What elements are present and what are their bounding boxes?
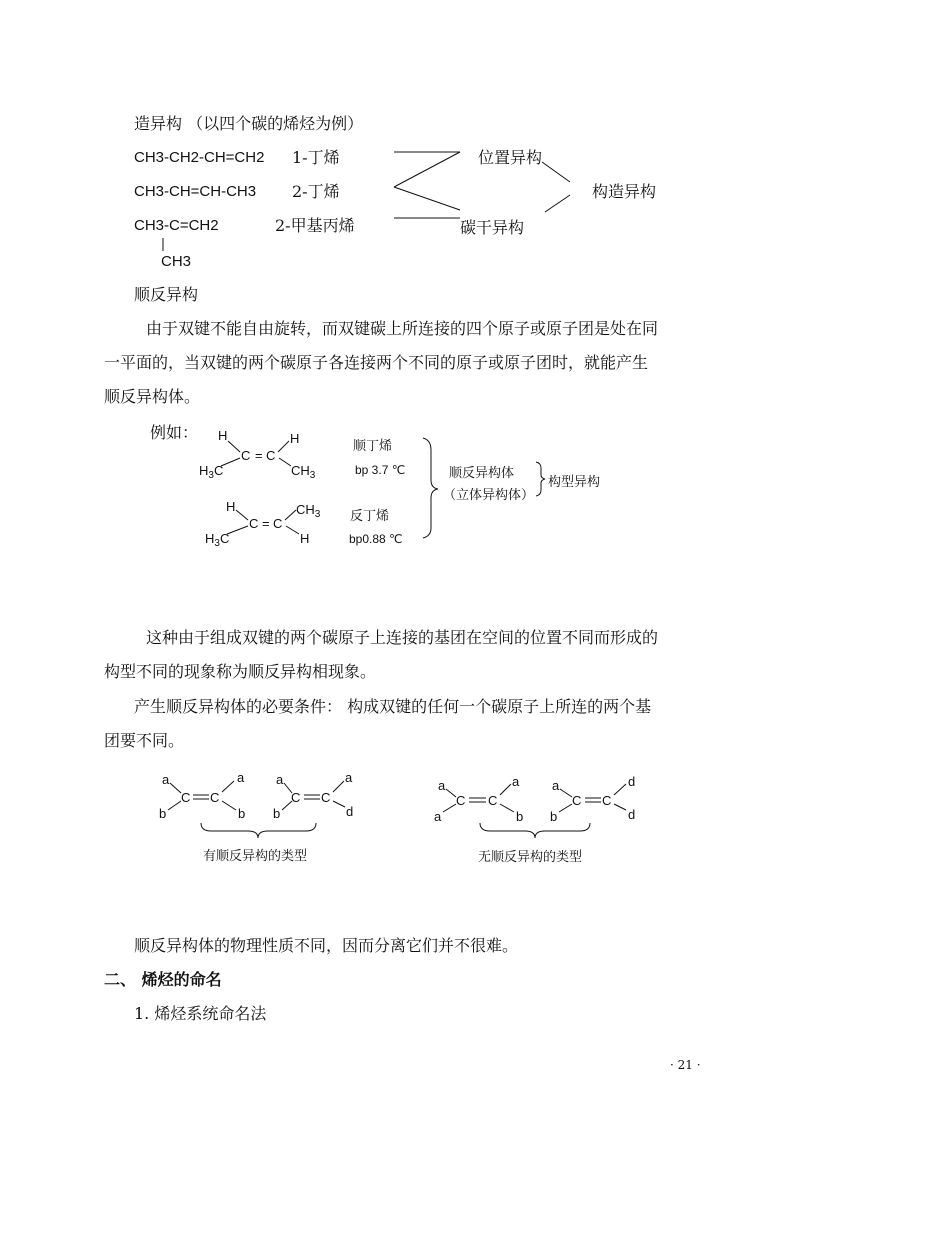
has-type2-carbon-left: C — [291, 790, 301, 805]
trans-methyl-left: $H_3C$ — [205, 531, 230, 549]
has-type2-sub-d-right: d — [346, 804, 354, 819]
label-has-cis-trans-types: 有顺反异构的类型 — [203, 849, 308, 864]
label-constitutional-isomer: 构造异构 — [592, 182, 657, 201]
none-type1-sub-a-bottom: a — [434, 809, 442, 824]
none-type2-sub-a-left: a — [552, 778, 560, 793]
has-type1-sub-a-right: a — [237, 770, 245, 785]
paragraph-1-line-2: 一平面的，当双键的两个碳原子各连接两个不同的原子或原子团时，就能产生 — [104, 353, 649, 372]
none-type1-sub-b-right: b — [516, 809, 524, 824]
cis-butene-bp: bp 3.7 ℃ — [355, 463, 406, 477]
formula-2-methylpropene: CH3-C=CH2 — [134, 217, 219, 234]
cis-trans-heading: 顺反异构 — [134, 285, 199, 304]
name-1-butene: 1-丁烯 — [292, 148, 340, 167]
label-configurational-isomer: 构型异构 — [548, 475, 601, 490]
example-label: 例如： — [150, 423, 199, 442]
page-number: · 21 · — [670, 1058, 701, 1072]
has-type1-carbon-left: C — [181, 790, 191, 805]
has-type2-carbon-right: C — [321, 790, 331, 805]
none-type2-sub-b-left: b — [550, 809, 558, 824]
physical-properties-text: 顺反异构体的物理性质不同，因而分离它们并不很难。 — [134, 936, 519, 955]
cis-atom-h-right: H — [290, 431, 300, 446]
trans-double-bond: = — [262, 516, 270, 531]
has-type2-sub-a-left: a — [276, 772, 284, 787]
trans-methyl-right: $CH_3$ — [296, 502, 321, 520]
none-type1-sub-a-right: a — [512, 774, 520, 789]
has-type1-sub-a-left: a — [162, 772, 170, 787]
cis-atom-h-left: H — [218, 428, 228, 443]
formula-branch-ch3: CH3 — [161, 253, 192, 270]
paragraph-1-line-1: 由于双键不能自由旋转，而双键碳上所连接的四个原子或原子团是处在同 — [146, 319, 659, 338]
trans-butene-name: 反丁烯 — [350, 509, 390, 524]
group-label-stereoisomers: （立体异构体） — [443, 488, 535, 503]
trans-atom-h-left: H — [226, 499, 236, 514]
name-2-methylpropene: 2-甲基丙烯 — [275, 216, 355, 235]
paragraph-1-line-3: 顺反异构体。 — [104, 387, 201, 406]
none-type2-carbon-left: C — [572, 793, 582, 808]
formula-2-butene: CH3-CH=CH-CH3 — [134, 183, 257, 200]
cis-methyl-right: $CH_3$ — [291, 463, 316, 481]
section-2-item-1: 1. 烯烃系统命名法 — [134, 1004, 267, 1023]
has-type1-carbon-right: C — [210, 790, 220, 805]
label-skeleton-isomer: 碳干异构 — [460, 218, 525, 237]
paragraph-2-line-2: 构型不同的现象称为顺反异构相现象。 — [104, 662, 377, 681]
none-type2-sub-d-bottom: d — [628, 807, 636, 822]
has-type1-sub-b-right: b — [238, 806, 246, 821]
name-2-butene: 2-丁烯 — [292, 182, 340, 201]
none-type2-carbon-right: C — [602, 793, 612, 808]
trans-atom-c-right: C — [273, 516, 283, 531]
trans-atom-c-left: C — [249, 516, 259, 531]
condition-line-1: 产生顺反异构体的必要条件： 构成双键的任何一个碳原子上所连的两个基 — [134, 697, 652, 716]
none-type1-carbon-left: C — [456, 793, 466, 808]
cis-atom-c-left: C — [241, 448, 251, 463]
has-type2-sub-a-right: a — [345, 770, 353, 785]
label-no-cis-trans-types: 无顺反异构的类型 — [478, 850, 583, 865]
group-label-cis-trans-isomers: 顺反异构体 — [449, 466, 515, 481]
cis-double-bond: = — [255, 448, 263, 463]
label-position-isomer: 位置异构 — [478, 148, 543, 167]
intro-title: 造异构 （以四个碳的烯烃为例） — [134, 114, 364, 133]
has-type1-sub-b-left: b — [159, 806, 167, 821]
none-type1-sub-a-top: a — [438, 778, 446, 793]
condition-line-2: 团要不同。 — [104, 731, 185, 750]
cis-butene-name: 顺丁烯 — [353, 439, 393, 454]
section-2-heading: 二、 烯烃的命名 — [104, 970, 222, 989]
trans-butene-bp: bp0.88 ℃ — [349, 532, 403, 546]
trans-atom-h-right: H — [300, 531, 310, 546]
cis-methyl-left: $H_3C$ — [199, 463, 224, 481]
paragraph-2-line-1: 这种由于组成双键的两个碳原子上连接的基团在空间的位置不同而形成的 — [146, 628, 659, 647]
none-type2-sub-d-top: d — [628, 774, 636, 789]
cis-atom-c-right: C — [266, 448, 276, 463]
formula-1-butene: CH3-CH2-CH=CH2 — [134, 149, 265, 166]
has-type2-sub-b-left: b — [273, 806, 281, 821]
none-type1-carbon-right: C — [488, 793, 498, 808]
